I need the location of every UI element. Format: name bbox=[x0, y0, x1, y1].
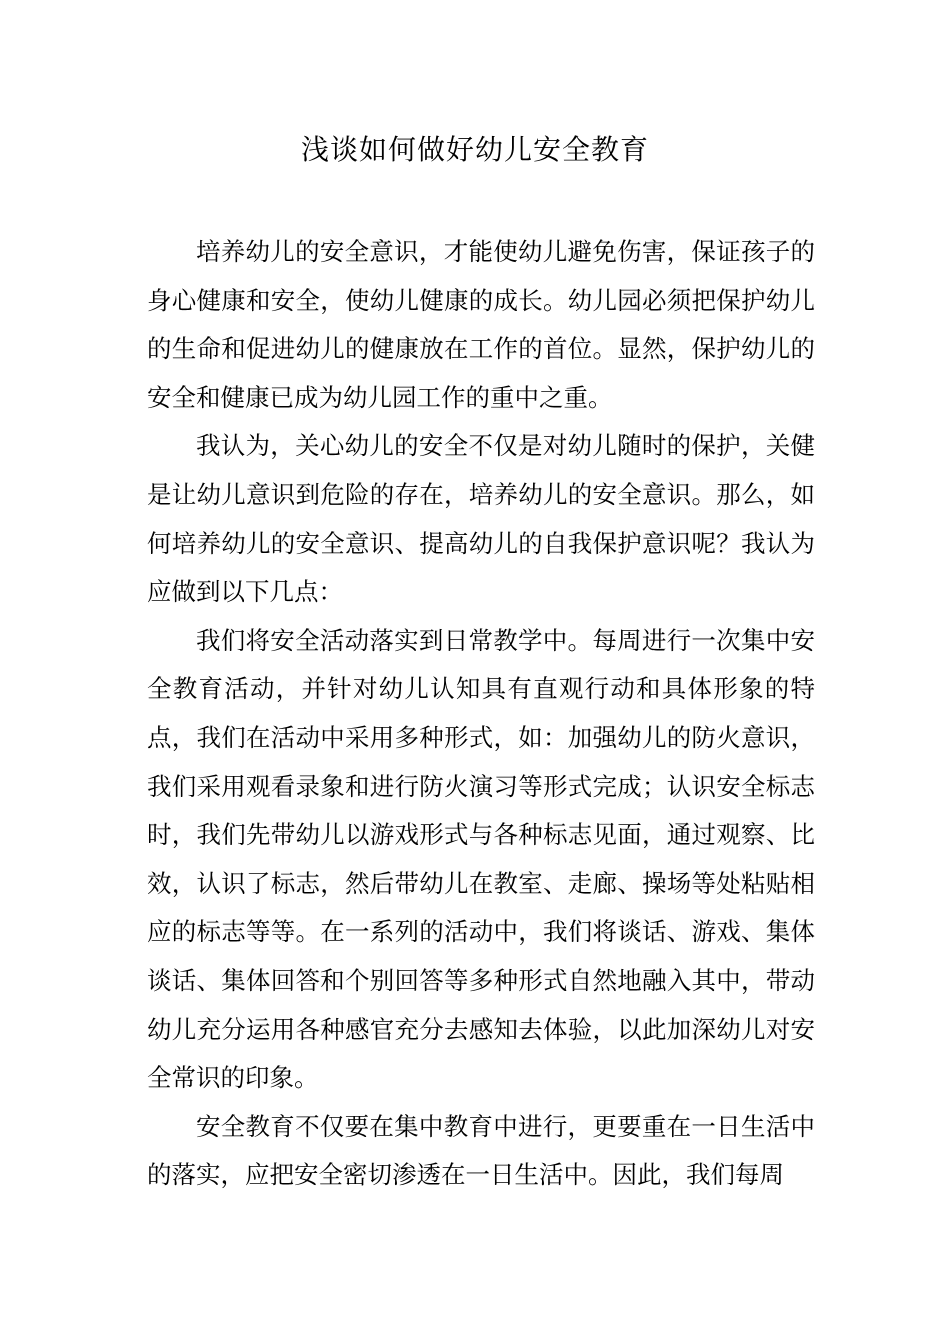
paragraph-4: 安全教育不仅要在集中教育中进行，更要重在一日生活中的落实，应把安全密切渗透在一日生活中。因此，我们每周 bbox=[147, 1111, 815, 1190]
paragraph-2: 我认为，关心幼儿的安全不仅是对幼儿随时的保护，关健是让幼儿意识到危险的存在，培养幼儿的安全意识。那么，如何培养幼儿的安全意识、提高幼儿的自我保护意识呢？我认为应做到以下几点： bbox=[147, 431, 815, 607]
paragraph-1: 培养幼儿的安全意识，才能使幼儿避免伤害，保证孩子的身心健康和安全，使幼儿健康的成长。幼儿园必须把保护幼儿的生命和促进幼儿的健康放在工作的首位。显然，保护幼儿的安全和健康已成为幼儿园工作的重中之重。 bbox=[147, 237, 815, 412]
document-body bbox=[147, 228, 815, 1200]
paragraph-3: 我们将安全活动落实到日常教学中。每周进行一次集中安全教育活动，并针对幼儿认知具有直观行动和具体形象的特点，我们在活动中采用多种形式，如：加强幼儿的防火意识，我们采用观看录象和进行防火演习等形式完成；认识安全标志时，我们先带幼儿以游戏形式与各种标志见面，通过观察、比效，认识了标志，然后带幼儿在教室、走廊、操场等处粘贴相应的标志等等。在一系列的活动中，我们将谈话、游戏、集体谈话、集体回答和个别回答等多种形式自然地融入其中，带动幼儿充分运用各种感官充分去感知去体验，以此加深幼儿对安全常识的印象。 bbox=[147, 625, 815, 1093]
document-title: 浅谈如何做好幼儿安全教育 bbox=[300, 133, 649, 166]
